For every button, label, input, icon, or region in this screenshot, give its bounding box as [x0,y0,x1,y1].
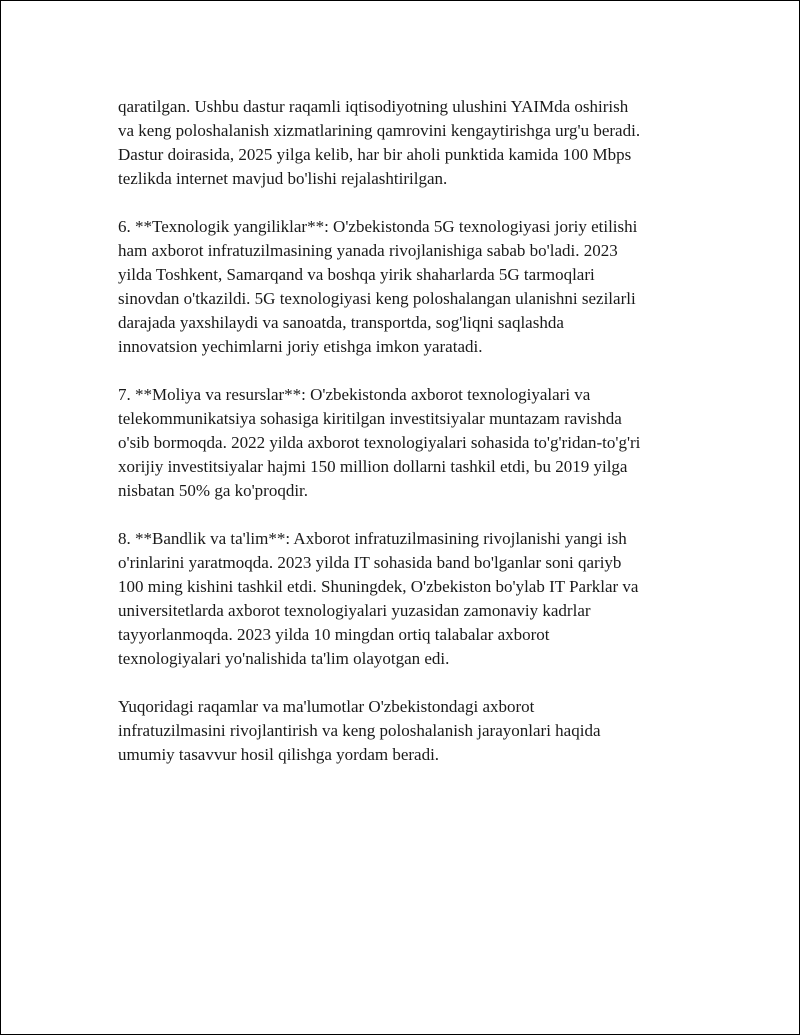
document-body [118,95,738,791]
text-line: infratuzilmasini rivojlantirish va keng poloshalanish jarayonlari haqida [118,721,601,740]
text-line: o'sib bormoqda. 2022 yilda axborot texnologiyalari sohasida to'g'ridan-to'g'ri [118,433,641,452]
text-line: tayyorlanmoqda. 2023 yilda 10 mingdan ortiq talabalar axborot [118,625,550,644]
text-line: tezlikda internet mavjud bo'lishi rejalashtirilgan. [118,169,448,188]
paragraph-employment-education [118,527,738,671]
text-line: 8. **Bandlik va ta'lim**: Axborot infratuzilmasining rivojlanishi yangi ish [118,529,627,548]
text-line: nisbatan 50% ga ko'proqdir. [118,481,309,500]
text-line: darajada yaxshilaydi va sanoatda, transportda, sog'liqni saqlashda [118,313,564,332]
text-line: yilda Toshkent, Samarqand va boshqa yirik shaharlarda 5G tarmoqlari [118,265,595,284]
text-line: umumiy tasavvur hosil qilishga yordam beradi. [118,745,440,764]
text-line: sinovdan o'tkazildi. 5G texnologiyasi keng poloshalangan ulanishni sezilarli [118,289,636,308]
paragraph-finance-resources [118,383,738,503]
text-line: qaratilgan. Ushbu dastur raqamli iqtisodiyotning ulushini YAIMda oshirish [118,97,629,116]
paragraph-intro-continuation [118,95,738,191]
text-line: 100 ming kishini tashkil etdi. Shuningdek, O'zbekiston bo'ylab IT Parklar va [118,577,639,596]
text-line: Dastur doirasida, 2025 yilga kelib, har bir aholi punktida kamida 100 Mbps [118,145,632,164]
text-line: texnologiyalari yo'nalishida ta'lim olayotgan edi. [118,649,450,668]
text-line: xorijiy investitsiyalar hajmi 150 million dollarni tashkil etdi, bu 2019 yilga [118,457,628,476]
text-line: va keng poloshalanish xizmatlarining qamrovini kengaytirishga urg'u beradi. [118,121,641,140]
paragraph-conclusion [118,695,738,767]
text-line: ham axborot infratuzilmasining yanada rivojlanishiga sabab bo'ladi. 2023 [118,241,618,260]
text-line: 7. **Moliya va resurslar**: O'zbekistonda axborot texnologiyalari va [118,385,591,404]
paragraph-technology-innovations [118,215,738,359]
text-line: o'rinlarini yaratmoqda. 2023 yilda IT sohasida band bo'lganlar soni qariyb [118,553,622,572]
text-line: innovatsion yechimlarni joriy etishga imkon yaratadi. [118,337,483,356]
text-line: Yuqoridagi raqamlar va ma'lumotlar O'zbekistondagi axborot [118,697,535,716]
text-line: 6. **Texnologik yangiliklar**: O'zbekistonda 5G texnologiyasi joriy etilishi [118,217,638,236]
text-line: telekommunikatsiya sohasiga kiritilgan investitsiyalar muntazam ravishda [118,409,622,428]
text-line: universitetlarda axborot texnologiyalari yuzasidan zamonaviy kadrlar [118,601,591,620]
